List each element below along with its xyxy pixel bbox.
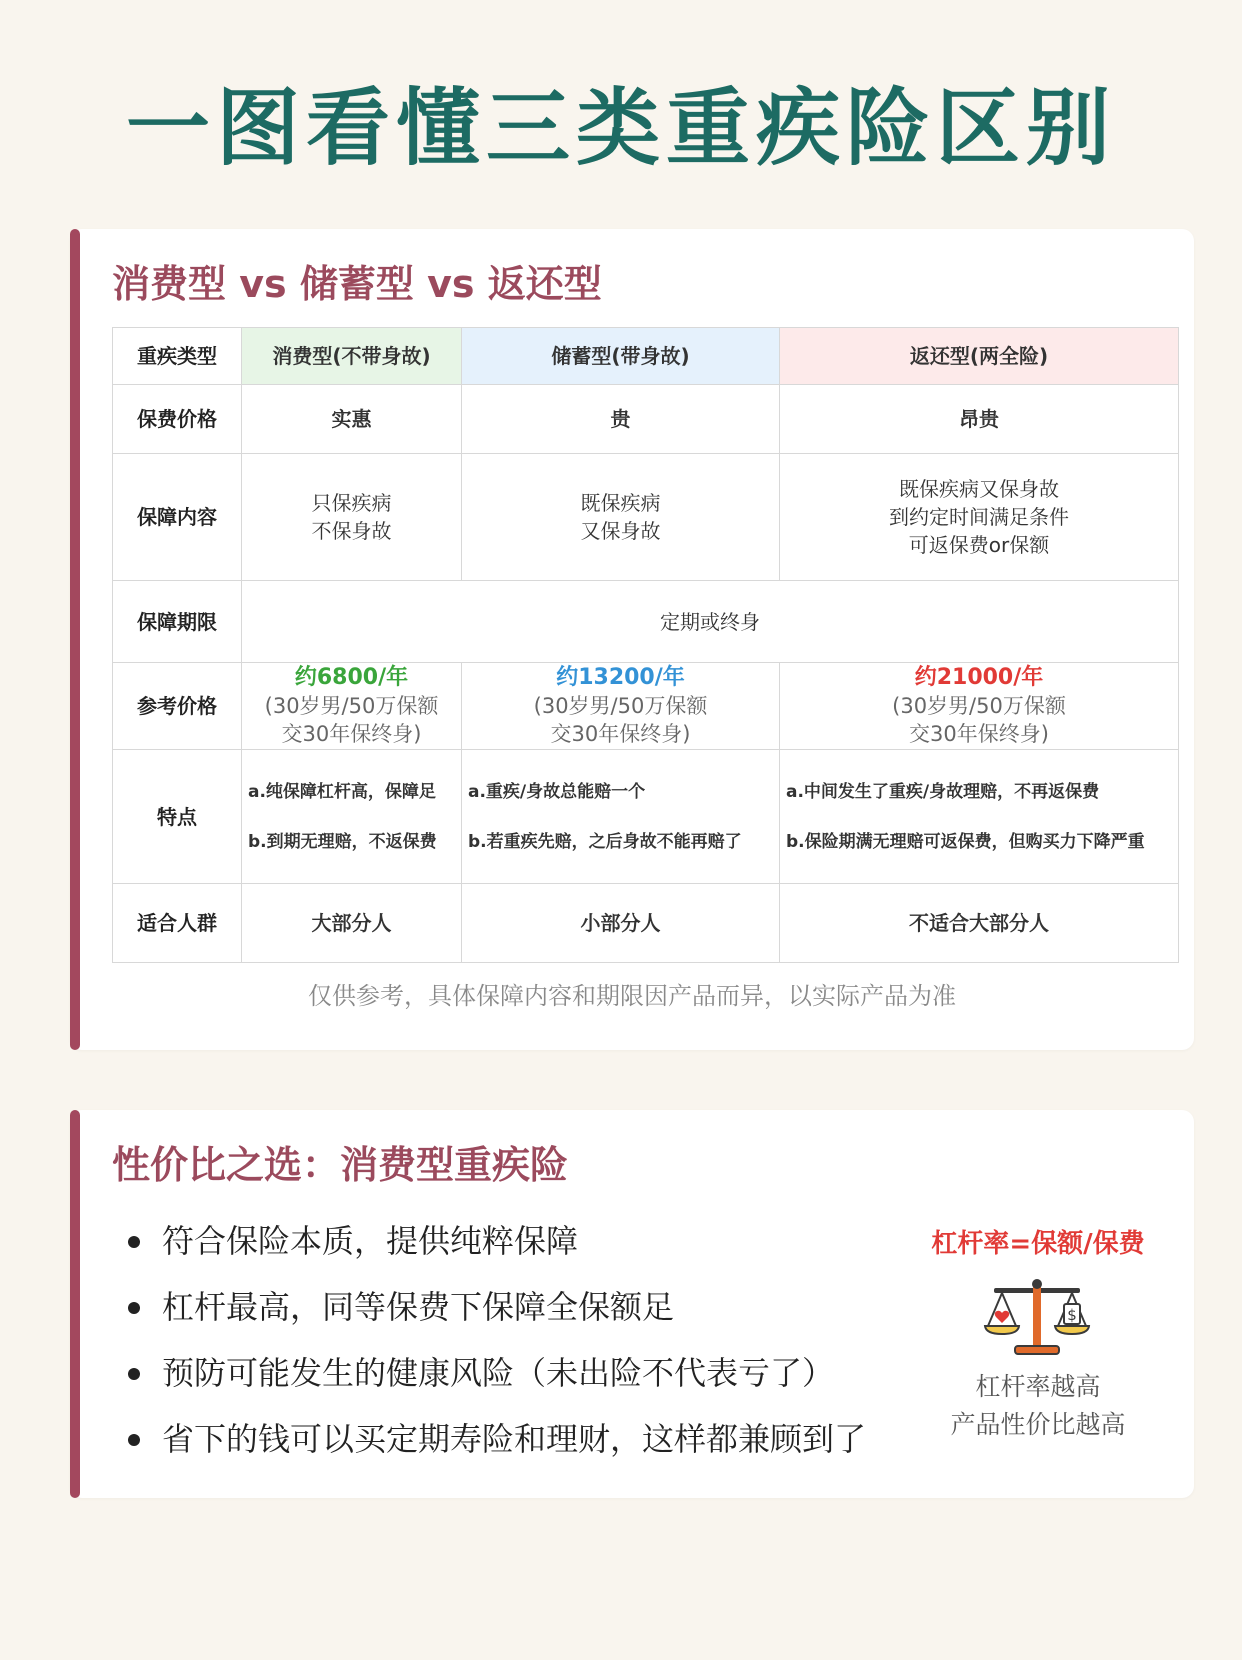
leverage-formula: 杠杆率=保额/保费 (931, 1229, 1145, 1259)
ref-price-note: (30岁男/50万保额 (892, 694, 1066, 718)
coverage-line: 不保身故 (311, 519, 392, 543)
price-level-savings: 贵 (462, 385, 780, 454)
coverage-consumption (242, 454, 462, 581)
audience-savings: 小部分人 (462, 884, 780, 963)
comparison-card (70, 229, 1194, 1050)
list-item: 杠杆最高，同等保费下保障全保额足 (120, 1274, 866, 1340)
term-value: 定期或终身 (242, 581, 1179, 663)
table-row-audience (113, 884, 1179, 963)
row-label: 适合人群 (113, 884, 242, 963)
header-cell-type: 重疾类型 (113, 328, 242, 385)
leverage-desc-line: 产品性价比越高 (950, 1410, 1126, 1439)
ref-price-note: 交30年保终身) (909, 722, 1049, 746)
ref-price-note: 交30年保终身) (550, 722, 691, 746)
table-row-features (113, 750, 1179, 884)
table-row-term (113, 581, 1179, 663)
list-item: 省下的钱可以买定期寿险和理财，这样都兼顾到了 (120, 1406, 866, 1472)
row-label: 保费价格 (113, 385, 242, 454)
table-row-coverage (113, 454, 1179, 581)
feature-item: a.纯保障杠杆高，保障足 (248, 781, 436, 802)
coverage-savings (462, 454, 780, 581)
disclaimer-note: 仅供参考，具体保障内容和期限因产品而异，以实际产品为准 (308, 982, 956, 1010)
list-item: 预防可能发生的健康风险（未出险不代表亏了） (120, 1340, 866, 1406)
row-label: 保障内容 (113, 454, 242, 581)
features-savings (462, 750, 780, 884)
features-return (780, 750, 1179, 884)
feature-item: b.保险期满无理赔可返保费，但购买力下降严重 (786, 831, 1145, 852)
feature-item: a.中间发生了重疾/身故理赔，不再返保费 (786, 781, 1100, 802)
recommendation-title: 性价比之选：消费型重疾险 (112, 1143, 569, 1187)
ref-price-note: (30岁男/50万保额 (264, 694, 439, 718)
ref-price-consumption (242, 663, 462, 750)
table-row-header (113, 328, 1179, 385)
coverage-line: 既保疾病又保身故 (899, 477, 1059, 501)
leverage-desc-line: 杠杆率越高 (975, 1372, 1101, 1401)
list-item: 符合保险本质，提供纯粹保障 (120, 1208, 866, 1274)
balance-scale-icon (982, 1276, 1092, 1362)
row-label: 参考价格 (113, 663, 242, 750)
table-row-reference-price (113, 663, 1179, 750)
header-cell-consumption: 消费型(不带身故) (242, 328, 462, 385)
ref-price-savings (462, 663, 780, 750)
recommendation-card (70, 1110, 1194, 1498)
feature-item: b.到期无理赔，不返保费 (248, 831, 437, 852)
coverage-line: 既保疾病 (580, 491, 661, 515)
svg-text:$: $ (1067, 1306, 1077, 1324)
price-level-consumption: 实惠 (242, 385, 462, 454)
coverage-line: 到约定时间满足条件 (889, 505, 1069, 529)
ref-price-note: (30岁男/50万保额 (533, 694, 708, 718)
feature-item: a.重疾/身故总能赔一个 (468, 781, 646, 802)
comparison-table (112, 327, 1179, 963)
price-level-return: 昂贵 (780, 385, 1179, 454)
audience-return: 不适合大部分人 (780, 884, 1179, 963)
audience-consumption: 大部分人 (242, 884, 462, 963)
coverage-return (780, 454, 1179, 581)
table-row-price-level (113, 385, 1179, 454)
leverage-description (908, 1368, 1168, 1444)
ref-price-value: 约21000/年 (914, 665, 1044, 690)
page-title: 一图看懂三类重疾险区别 (125, 79, 1116, 177)
row-label: 特点 (113, 750, 242, 884)
ref-price-value: 约13200/年 (556, 665, 685, 690)
features-consumption (242, 750, 462, 884)
row-label: 保障期限 (113, 581, 242, 663)
coverage-line: 又保身故 (580, 519, 661, 543)
header-cell-return: 返还型(两全险) (780, 328, 1179, 385)
comparison-title: 消费型 vs 储蓄型 vs 返还型 (112, 262, 602, 306)
ref-price-note: 交30年保终身) (281, 722, 422, 746)
ref-price-return (780, 663, 1179, 750)
coverage-line: 只保疾病 (311, 491, 392, 515)
coverage-line: 可返保费or保额 (908, 533, 1050, 557)
feature-item: b.若重疾先赔，之后身故不能再赔了 (468, 831, 742, 852)
header-cell-savings: 储蓄型(带身故) (462, 328, 780, 385)
recommendation-points (120, 1208, 866, 1472)
ref-price-value: 约6800/年 (294, 665, 409, 690)
